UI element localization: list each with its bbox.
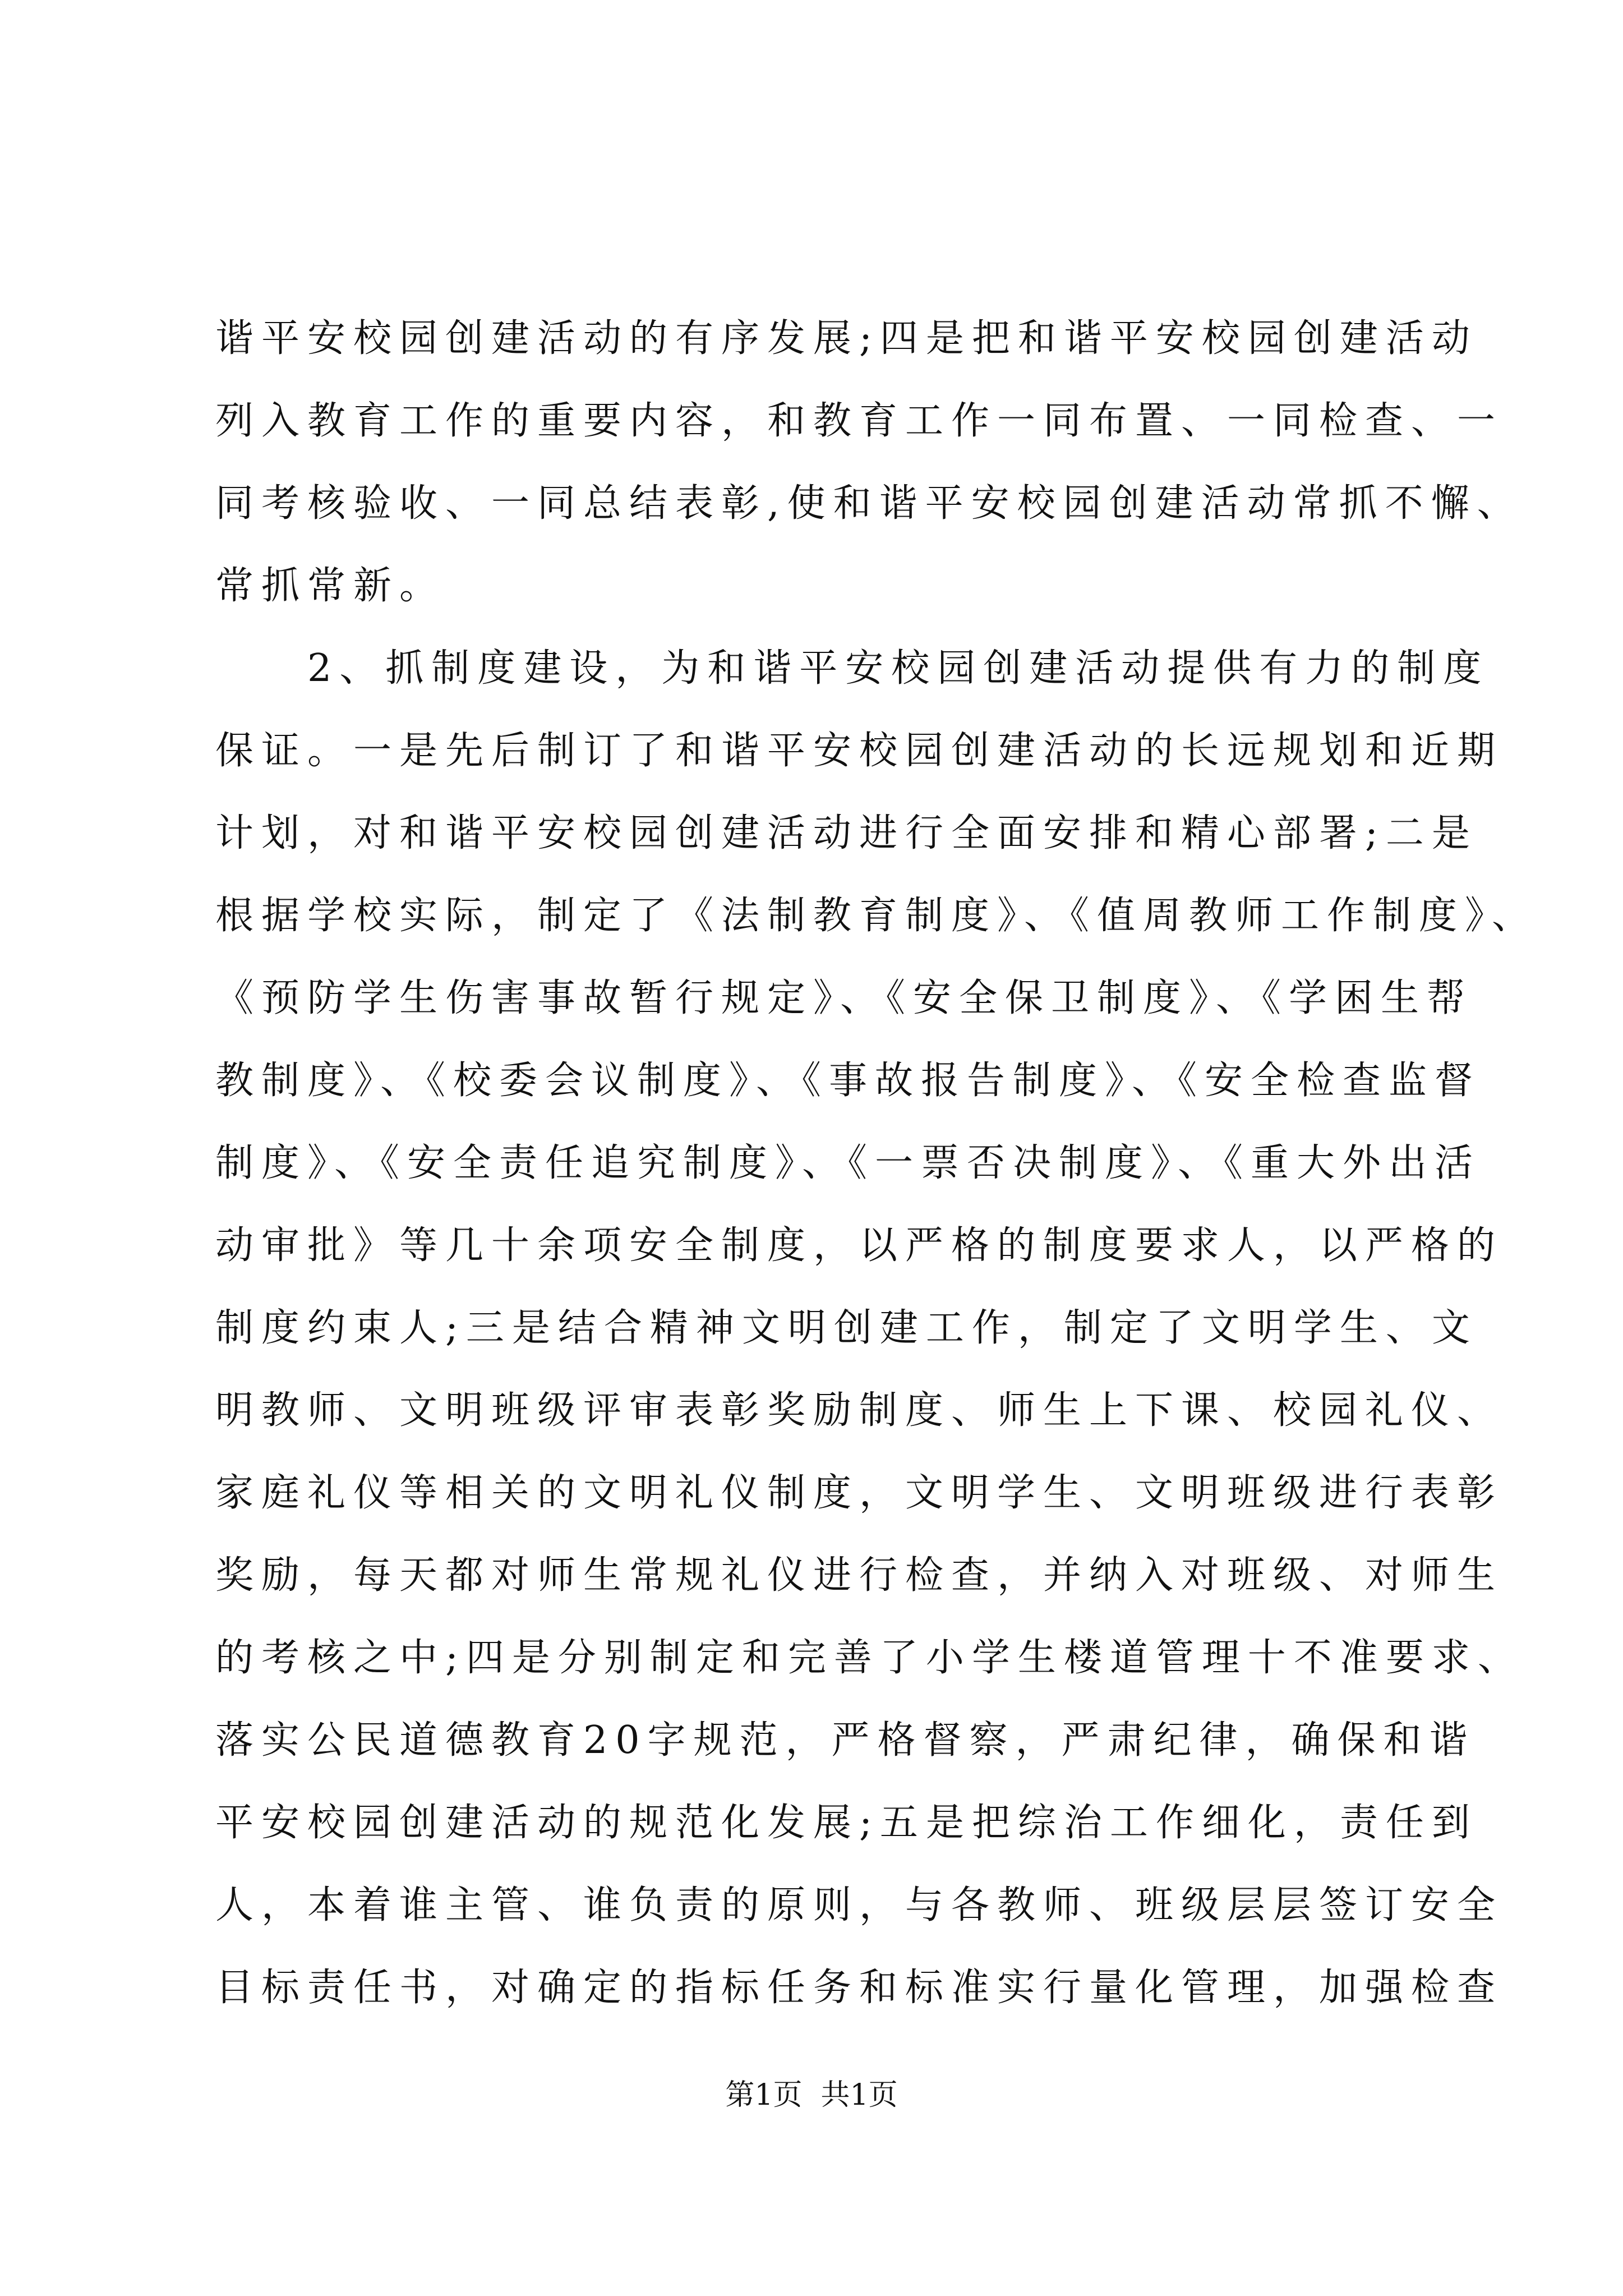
text-line: 计划，对和谐平安校园创建活动进行全面安排和精心部署;二是 — [215, 811, 1478, 855]
document-body — [215, 297, 1538, 2029]
page-number-footer: 第1页 共1页 — [725, 2078, 898, 2112]
text-line: 家庭礼仪等相关的文明礼仪制度，文明学生、文明班级进行表彰 — [215, 1471, 1504, 1515]
text-line: 教制度》、《校委会议制度》、《事故报告制度》、《安全检查监督 — [215, 1059, 1481, 1103]
text-line: 平安校园创建活动的规范化发展;五是把综治工作细化，责任到 — [215, 1801, 1478, 1845]
text-line: 的考核之中;四是分别制定和完善了小学生楼道管理十不准要求、 — [215, 1636, 1524, 1680]
text-line: 2、抓制度建设，为和谐平安校园创建活动提供有力的制度 — [215, 646, 1490, 691]
text-line: 列入教育工作的重要内容，和教育工作一同布置、一同检查、一 — [215, 399, 1504, 443]
text-line: 制度约束人;三是结合精神文明创建工作，制定了文明学生、文 — [215, 1306, 1478, 1350]
text-line: 谐平安校园创建活动的有序发展;四是把和谐平安校园创建活动 — [215, 316, 1478, 361]
text-line: 保证。一是先后制订了和谐平安校园创建活动的长远规划和近期 — [215, 729, 1504, 773]
text-line: 根据学校实际，制定了《法制教育制度》、《值周教师工作制度》、 — [215, 894, 1538, 938]
text-line: 人，本着谁主管、谁负责的原则，与各教师、班级层层签订安全 — [215, 1883, 1504, 1927]
text-line: 常抓常新。 — [215, 564, 446, 608]
text-line: 《预防学生伤害事故暂行规定》、《安全保卫制度》、《学困生帮 — [215, 976, 1473, 1020]
text-line: 明教师、文明班级评审表彰奖励制度、师生上下课、校园礼仪、 — [215, 1388, 1504, 1433]
text-line: 制度》、《安全责任追究制度》、《一票否决制度》、《重大外出活 — [215, 1141, 1481, 1185]
text-line: 同考核验收、一同总结表彰,使和谐平安校园创建活动常抓不懈、 — [215, 481, 1523, 526]
text-line: 落实公民道德教育20字规范，严格督察，严肃纪律，确保和谐 — [215, 1718, 1476, 1763]
text-line: 奖励，每天都对师生常规礼仪进行检查，并纳入对班级、对师生 — [215, 1553, 1504, 1598]
text-line: 目标责任书，对确定的指标任务和标准实行量化管理，加强检查 — [215, 1966, 1504, 2010]
text-line: 动审批》等几十余项安全制度，以严格的制度要求人，以严格的 — [215, 1223, 1504, 1268]
